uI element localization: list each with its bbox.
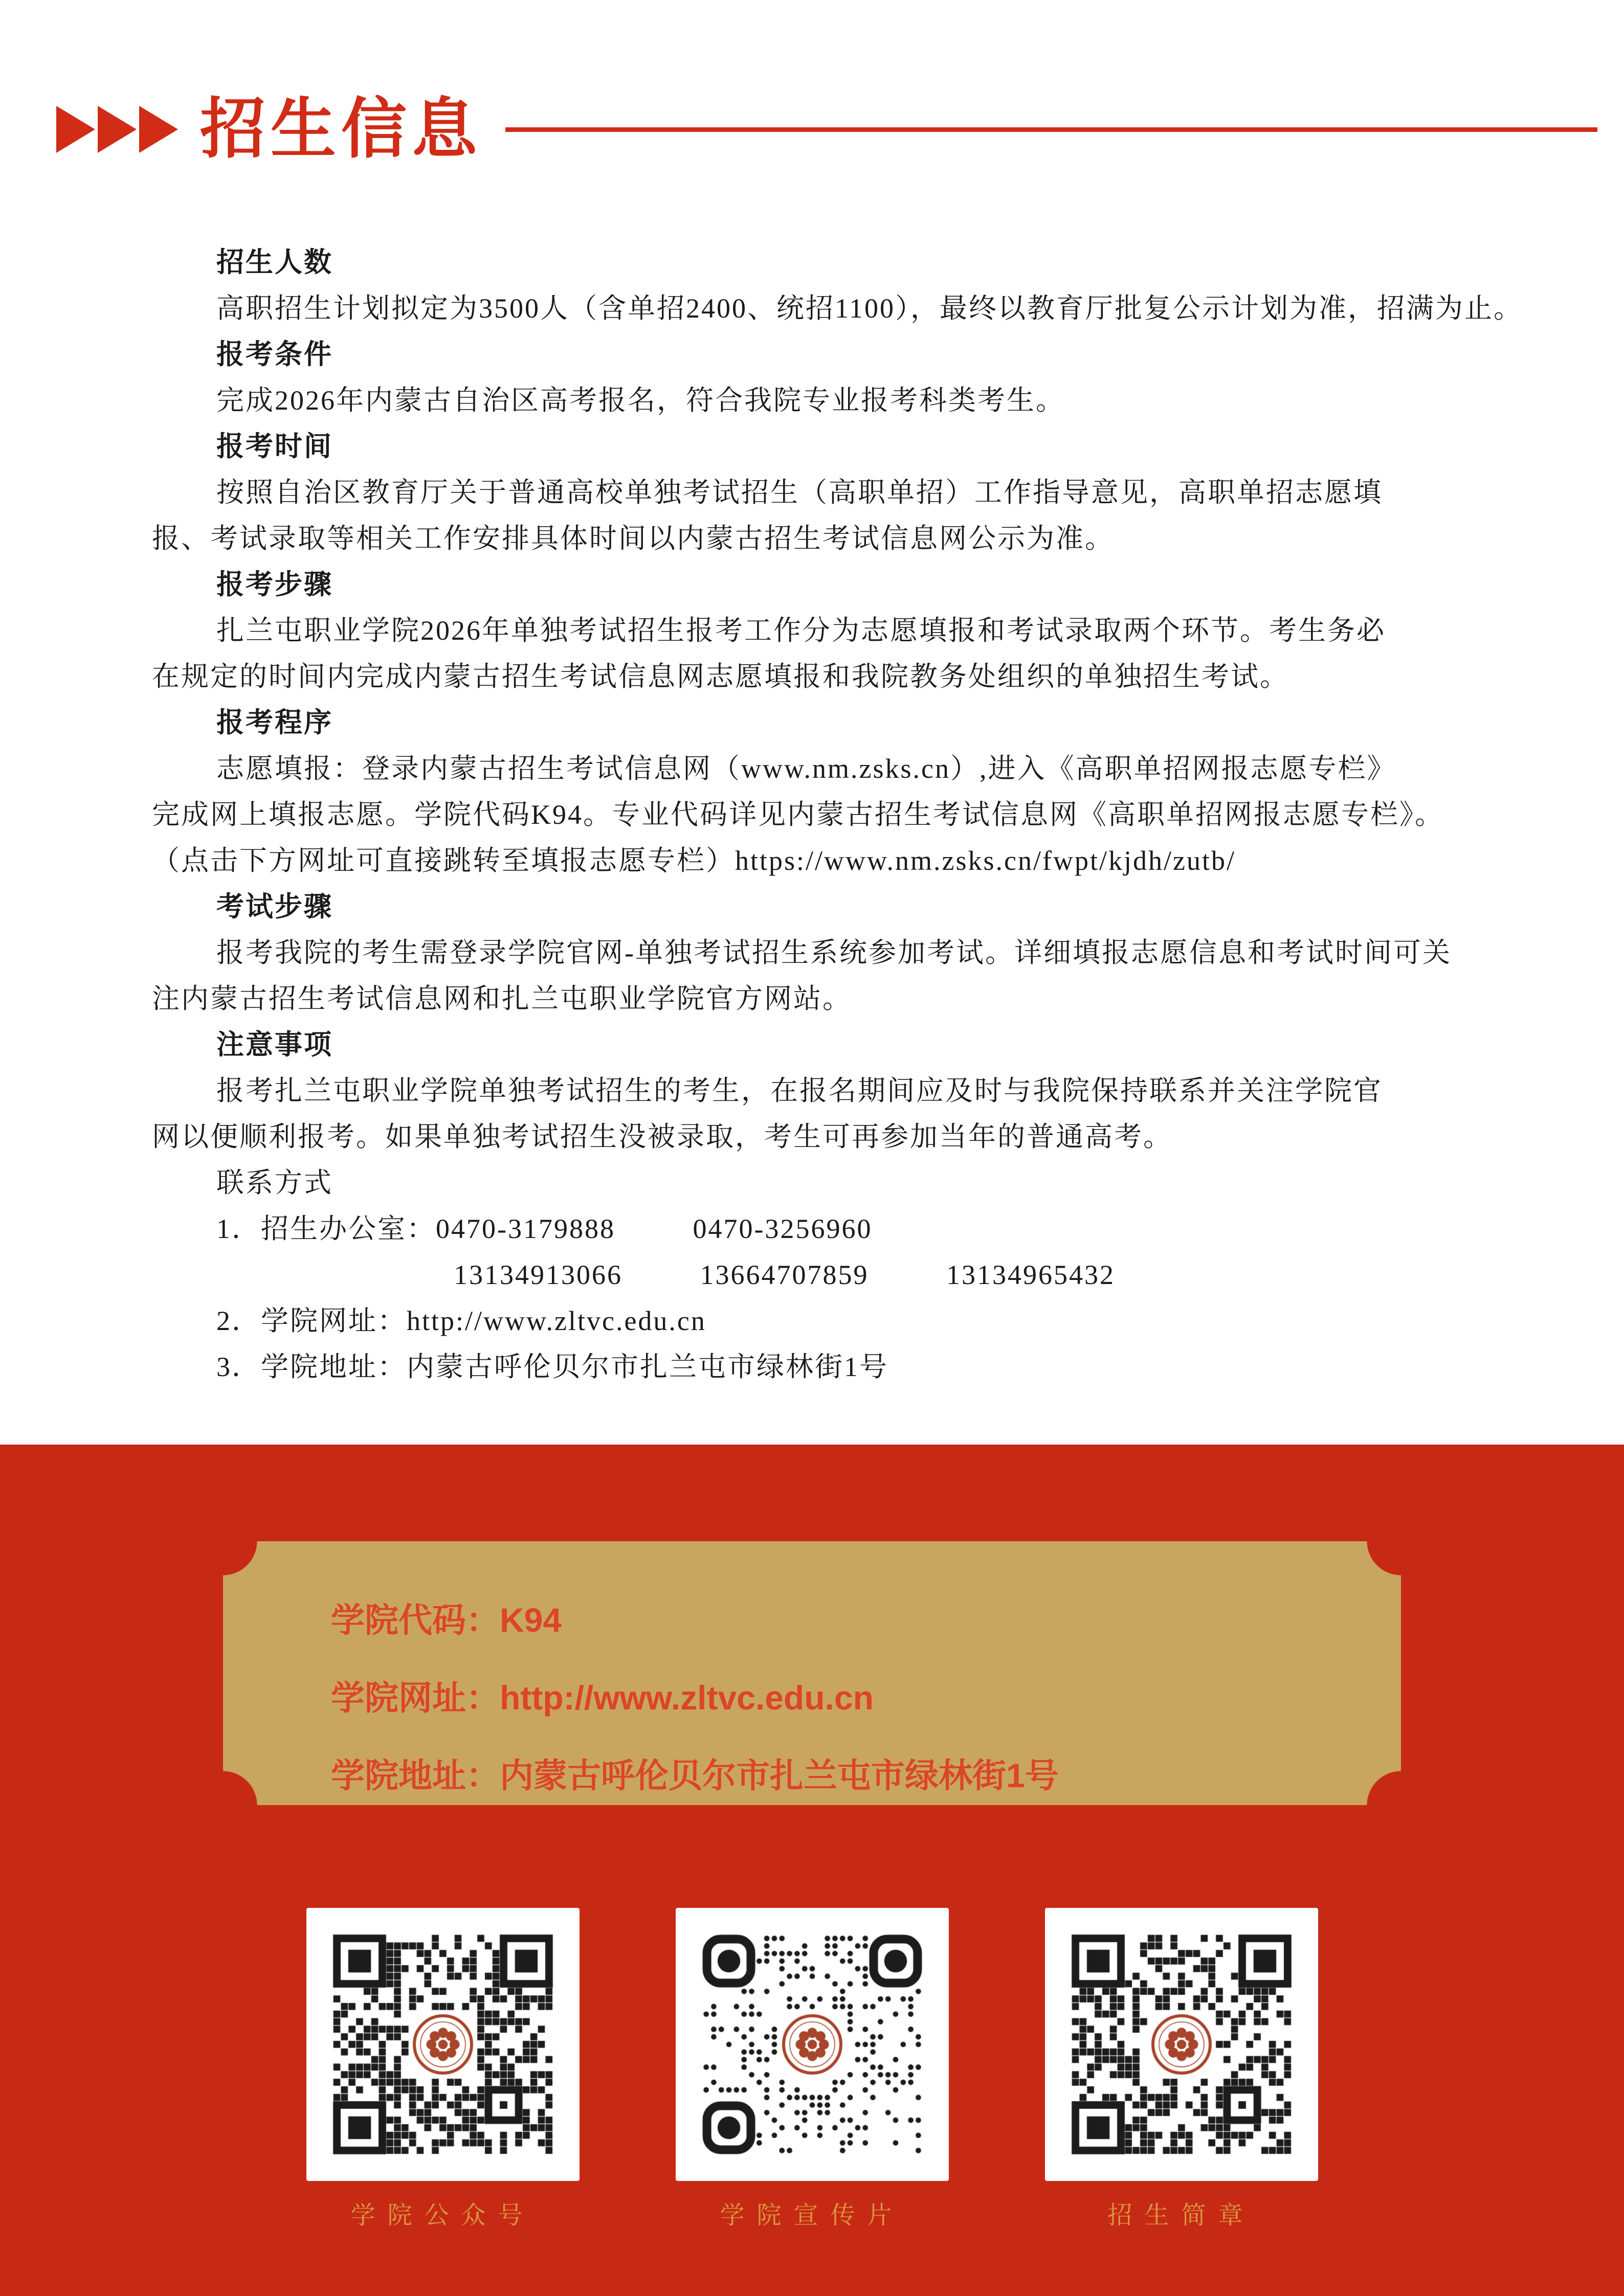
body-text [152, 239, 1573, 1390]
body-line: 联系方式 [216, 1167, 333, 1198]
body-line: 报、考试录取等相关工作安排具体时间以内蒙古招生考试信息网公示为准。 [152, 523, 1114, 554]
fast-forward-arrow-icon [139, 106, 178, 153]
body-line: 高职招生计划拟定为3500人（含单招2400、统招1100），最终以教育厅批复公示计划为准，招满为止。 [216, 293, 1523, 324]
body-heading: 注意事项 [216, 1029, 333, 1060]
body-line: （点击下方网址可直接跳转至填报志愿专栏）https://www.nm.zsks.cn/fwpt/kjdh/zutb/ [152, 845, 1236, 876]
qr-code-image [322, 1923, 564, 2166]
body-line: 网以便顺利报考。如果单独考试招生没被录取，考生可再参加当年的普通高考。 [152, 1121, 1172, 1152]
body-heading: 招生人数 [216, 247, 333, 278]
body-line: 志愿填报：登录内蒙古招生考试信息网（www.nm.zsks.cn）,进入《高职单招网报志愿专栏》 [216, 753, 1396, 784]
body-line: 扎兰屯职业学院2026年单独考试招生报考工作分为志愿填报和考试录取两个环节。考生务必 [216, 615, 1386, 646]
info-panel [223, 1541, 1401, 1805]
fast-forward-arrow-icon [98, 106, 137, 153]
body-line: 报考扎兰屯职业学院单独考试招生的考生，在报名期间应及时与我院保持联系并关注学院官 [216, 1075, 1383, 1106]
college-website-line: 学院网址：http://www.zltvc.edu.cn [331, 1679, 874, 1717]
qr-label: 学院宣传片 [720, 2202, 904, 2229]
college-address-line: 学院地址：内蒙古呼伦贝尔市扎兰屯市绿林街1号 [331, 1757, 1059, 1794]
body-line: 13134913066 13664707859 13134965432 [454, 1259, 1115, 1290]
body-line: 按照自治区教育厅关于普通高校单独考试招生（高职单招）工作指导意见，高职单招志愿填 [216, 477, 1383, 508]
qr-code-image [691, 1923, 933, 2166]
body-line: 2．学院网址：http://www.zltvc.edu.cn [216, 1305, 706, 1336]
qr-code-frame [306, 1908, 580, 2181]
page-title: 招生信息 [200, 93, 483, 166]
qr-card [1045, 1908, 1318, 2231]
qr-card [306, 1908, 580, 2231]
body-heading: 考试步骤 [216, 891, 333, 922]
footer-section [0, 1445, 1624, 2296]
body-heading: 报考条件 [216, 339, 333, 370]
body-line: 完成网上填报志愿。学院代码K94。专业代码详见内蒙古招生考试信息网《高职单招网报志愿专栏》。 [152, 799, 1444, 830]
header-divider [505, 127, 1597, 132]
body-heading: 报考程序 [216, 707, 333, 738]
qr-code-frame [676, 1908, 949, 2181]
college-code-line: 学院代码：K94 [331, 1601, 562, 1639]
body-line: 报考我院的考生需登录学院官网-单独考试招生系统参加考试。详细填报志愿信息和考试时间可关 [216, 937, 1452, 968]
body-line: 3．学院地址：内蒙古呼伦贝尔市扎兰屯市绿林街1号 [216, 1352, 888, 1382]
qr-card [676, 1908, 949, 2231]
header-row [56, 86, 1597, 173]
body-heading: 报考时间 [216, 431, 333, 462]
body-line: 注内蒙古招生考试信息网和扎兰屯职业学院官方网站。 [152, 983, 852, 1014]
qr-label: 招生简章 [1107, 2202, 1255, 2229]
body-line: 在规定的时间内完成内蒙古招生考试信息网志愿填报和我院教务处组织的单独招生考试。 [152, 661, 1289, 692]
body-line: 1．招生办公室：0470-3179888 0470-3256960 [216, 1213, 873, 1244]
qr-row [0, 1908, 1624, 2231]
body-heading: 报考步骤 [216, 569, 333, 600]
body-line: 完成2026年内蒙古自治区高考报名，符合我院专业报考科类考生。 [216, 385, 1065, 416]
fast-forward-arrow-icon [56, 106, 95, 153]
qr-code-image [1060, 1923, 1303, 2166]
qr-label: 学院公众号 [350, 2202, 535, 2229]
qr-code-frame [1045, 1908, 1318, 2181]
